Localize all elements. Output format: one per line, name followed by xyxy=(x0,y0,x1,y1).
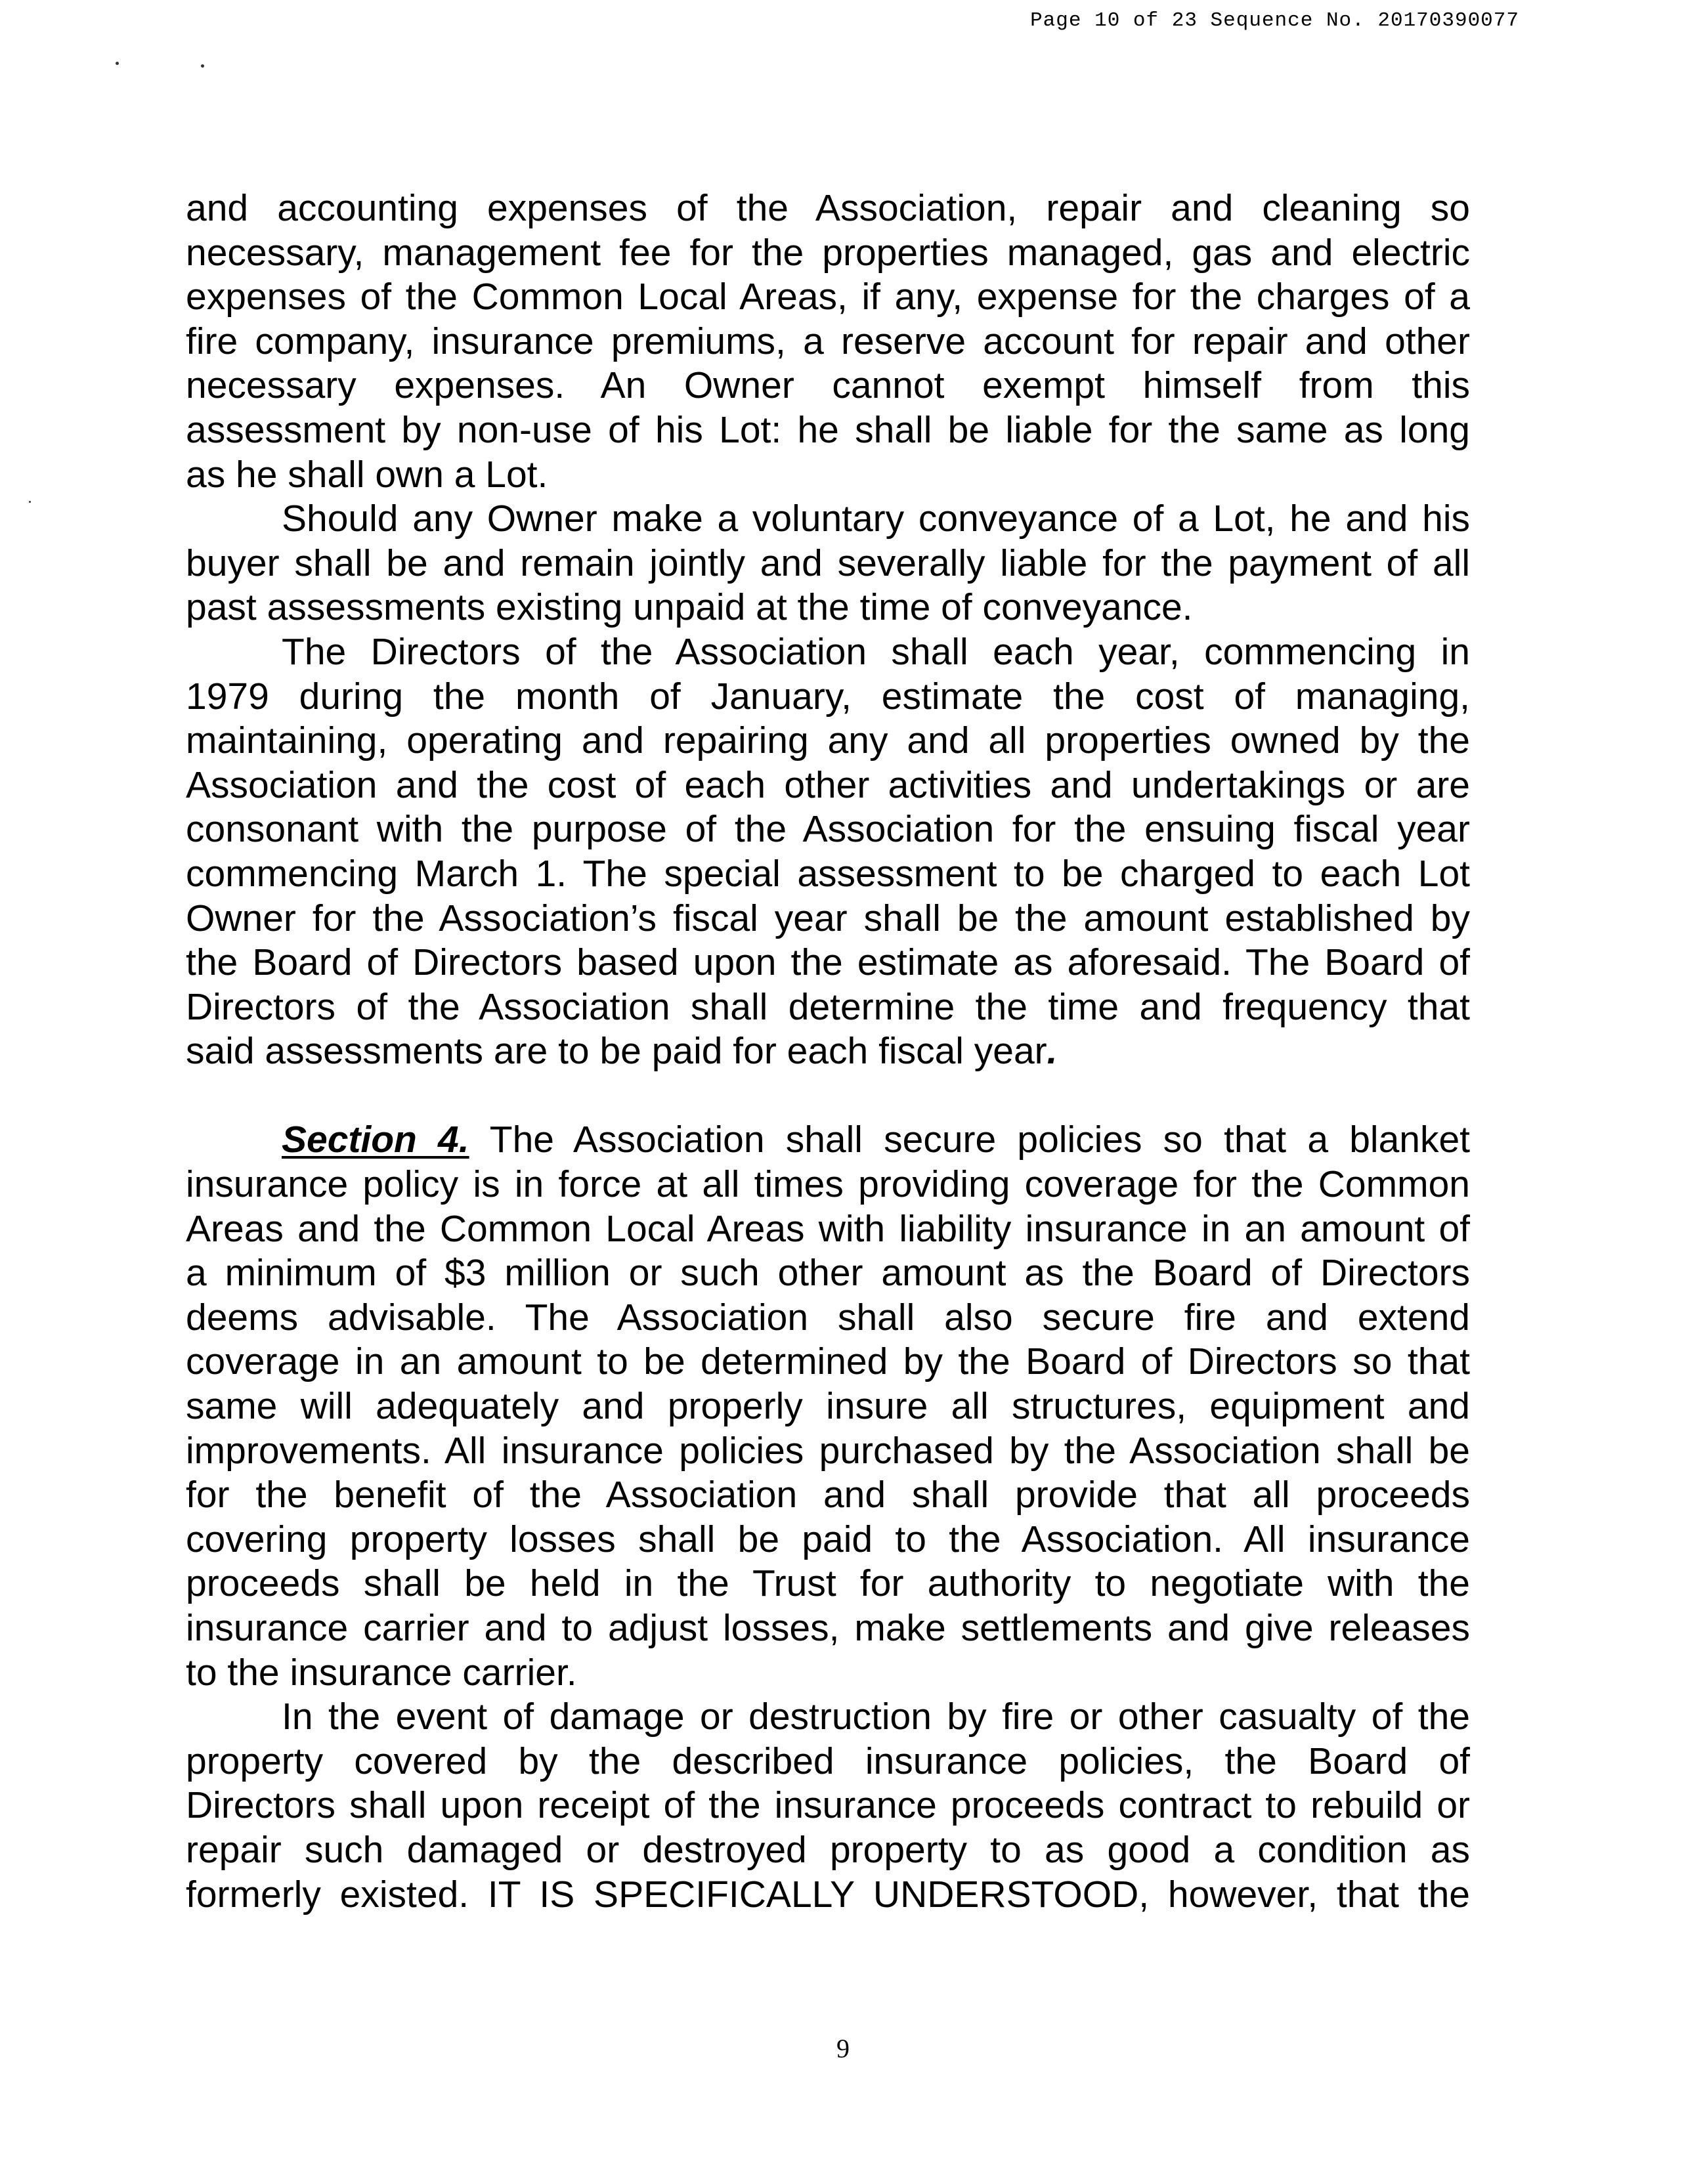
text-line: buyer shall be and remain jointly and severally liable for the payment of all xyxy=(186,542,1470,584)
text-line: past assessments existing unpaid at the time of conveyance. xyxy=(186,586,1193,629)
paragraph-voluntary-conveyance xyxy=(186,497,1470,630)
text-line: property covered by the described insurance policies, the Board of xyxy=(186,1740,1470,1782)
text-line: deems advisable. The Association shall also secure fire and extend xyxy=(186,1296,1470,1338)
text-line: the Board of Directors based upon the estimate as aforesaid. The Board of xyxy=(186,941,1470,984)
text-line: Directors of the Association shall determine the time and frequency that xyxy=(186,985,1470,1028)
text-line: fire company, insurance premiums, a reserve account for repair and other xyxy=(186,320,1470,362)
text-line: covering property losses shall be paid to the Association. All insurance xyxy=(186,1518,1470,1560)
text-line: repair such damaged or destroyed property to as good a condition as xyxy=(186,1828,1470,1871)
text-line: insurance carrier and to adjust losses, make settlements and give releases xyxy=(186,1607,1470,1649)
section-4-first-line xyxy=(186,1118,1470,1163)
text-line: improvements. All insurance policies purchased by the Association shall be xyxy=(186,1429,1470,1472)
text-line xyxy=(186,1029,1470,1074)
text-line: expenses of the Common Local Areas, if any, expense for the charges of a xyxy=(186,276,1470,318)
text-line: for the benefit of the Association and shall provide that all proceeds xyxy=(186,1474,1470,1516)
text-line: consonant with the purpose of the Association for the ensuing fiscal year xyxy=(186,808,1470,851)
document-body xyxy=(186,186,1470,1917)
text-line: and accounting expenses of the Association, repair and cleaning so xyxy=(186,187,1470,229)
text-line: Owner for the Association’s fiscal year shall be the amount established by xyxy=(186,897,1470,939)
text-line: as he shall own a Lot. xyxy=(186,453,548,496)
paragraph-gap xyxy=(186,1074,1470,1119)
text-line: a minimum of $3 million or such other amount as the Board of Directors xyxy=(186,1252,1470,1295)
text-line: same will adequately and properly insure all structures, equipment and xyxy=(186,1385,1470,1428)
text-line: 1979 during the month of January, estimate the cost of managing, xyxy=(186,675,1470,717)
final-period: . xyxy=(1047,1030,1058,1073)
text-line: Areas and the Common Local Areas with liability insurance in an amount of xyxy=(186,1207,1470,1250)
text-line: proceeds shall be held in the Trust for authority to negotiate with the xyxy=(186,1562,1470,1605)
text-line: coverage in an amount to be determined by the Board of Directors so that xyxy=(186,1340,1470,1383)
text-line: Association and the cost of each other activities and undertakings or are xyxy=(186,763,1470,806)
text-line: necessary, management fee for the properties managed, gas and electric xyxy=(186,231,1470,274)
text-line: The Directors of the Association shall each year, commencing in xyxy=(282,630,1470,673)
scan-speck xyxy=(29,501,31,503)
paragraph-assessment-expenses xyxy=(186,186,1470,497)
section-4-insurance xyxy=(186,1118,1470,1695)
scan-speck xyxy=(201,64,204,68)
text-line: In the event of damage or destruction by fire or other casualty of the xyxy=(282,1696,1470,1738)
text-line-content: The Association shall secure policies so that a blanket xyxy=(489,1119,1471,1161)
text-line: Should any Owner make a voluntary conveyance of a Lot, he and his xyxy=(282,498,1470,540)
text-line-content: said assessments are to be paid for each fiscal year xyxy=(186,1030,1047,1073)
section-4-heading: Section 4. xyxy=(282,1119,469,1161)
text-line: insurance policy is in force at all times providing coverage for the Common xyxy=(186,1163,1470,1206)
text-line: formerly existed. IT IS SPECIFICALLY UNDERSTOOD, however, that the xyxy=(186,1873,1470,1916)
scan-speck xyxy=(116,62,119,65)
text-line: assessment by non-use of his Lot: he shall be liable for the same as long xyxy=(186,408,1470,451)
text-line: maintaining, operating and repairing any and all properties owned by the xyxy=(186,719,1470,762)
page-number: 9 xyxy=(836,2034,850,2063)
text-line: commencing March 1. The special assessment to be charged to each Lot xyxy=(186,852,1470,895)
page-header: Page 10 of 23 Sequence No. 20170390077 xyxy=(1030,9,1519,32)
paragraph-damage-destruction xyxy=(186,1695,1470,1917)
text-line: to the insurance carrier. xyxy=(186,1651,577,1694)
paragraph-directors-estimate xyxy=(186,630,1470,1074)
text-line: necessary expenses. An Owner cannot exempt himself from this xyxy=(186,364,1470,407)
text-line: Directors shall upon receipt of the insurance proceeds contract to rebuild or xyxy=(186,1784,1470,1827)
